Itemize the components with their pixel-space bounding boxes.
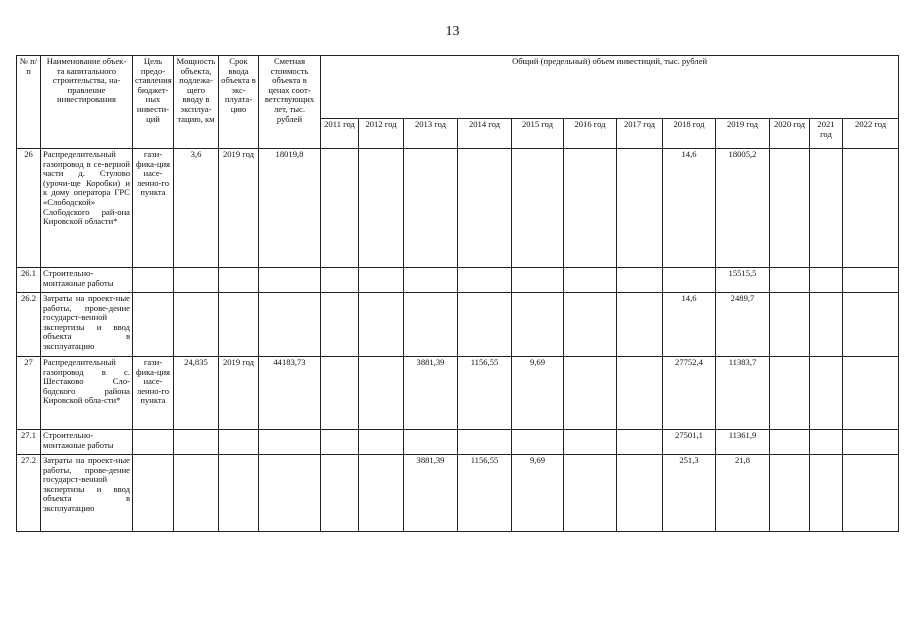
row-value	[458, 268, 512, 293]
header-investment: Общий (предельный) объем инвестиций, тыс. рублей	[321, 56, 899, 119]
header-year: 2017 год	[617, 119, 663, 149]
row-term	[219, 430, 259, 455]
header-cost: Сметная стоимость объекта в ценах соот-ветствующих лет, тыс. рублей	[259, 56, 321, 149]
row-value	[321, 430, 359, 455]
row-value	[359, 455, 404, 532]
row-name: Затраты на проект-ные работы, прове-дение государст-венной экспертизы и ввод объекта в эксплуатацию	[41, 455, 133, 532]
row-term: 2019 год	[219, 357, 259, 430]
row-value	[810, 268, 843, 293]
row-value	[512, 149, 564, 268]
row-value: 2489,7	[716, 293, 770, 357]
row-value	[564, 357, 617, 430]
header-year: 2019 год	[716, 119, 770, 149]
header-year: 2014 год	[458, 119, 512, 149]
row-value: 18005,2	[716, 149, 770, 268]
row-value	[321, 268, 359, 293]
header-year: 2015 год	[512, 119, 564, 149]
row-value	[458, 149, 512, 268]
row-value	[770, 293, 810, 357]
row-value: 14,6	[663, 149, 716, 268]
row-cost	[259, 430, 321, 455]
row-name: Строительно-монтажные работы	[41, 430, 133, 455]
row-value	[663, 268, 716, 293]
row-value	[617, 293, 663, 357]
row-term	[219, 293, 259, 357]
row-value	[617, 357, 663, 430]
row-term	[219, 455, 259, 532]
header-year: 2012 год	[359, 119, 404, 149]
row-name: Затраты на проект-ные работы, прове-дение государст-венной экспертизы и ввод объекта в эксплуатацию	[41, 293, 133, 357]
row-value: 27752,4	[663, 357, 716, 430]
row-value	[617, 149, 663, 268]
row-value	[321, 293, 359, 357]
row-capacity	[174, 268, 219, 293]
row-value: 251,3	[663, 455, 716, 532]
row-value	[843, 430, 899, 455]
row-no: 27.1	[17, 430, 41, 455]
row-term	[219, 268, 259, 293]
row-no: 26.1	[17, 268, 41, 293]
row-cost	[259, 293, 321, 357]
row-value	[617, 455, 663, 532]
row-value	[404, 268, 458, 293]
row-value	[810, 455, 843, 532]
row-cost	[259, 455, 321, 532]
row-value	[843, 455, 899, 532]
row-name: Распределительный газопровод в с. Шестаково Сло-бодского района Кировской обла-сти*	[41, 357, 133, 430]
row-value: 11383,7	[716, 357, 770, 430]
row-capacity: 3,6	[174, 149, 219, 268]
header-year: 2011 год	[321, 119, 359, 149]
row-capacity: 24,835	[174, 357, 219, 430]
header-capacity: Мощность объекта, подлежа-щего вводу в эксплуа-тацию, км	[174, 56, 219, 149]
row-value	[512, 293, 564, 357]
row-value	[359, 293, 404, 357]
row-cost: 44183,73	[259, 357, 321, 430]
row-value	[359, 430, 404, 455]
row-value	[359, 357, 404, 430]
row-value	[321, 455, 359, 532]
row-value: 3881,39	[404, 455, 458, 532]
row-value	[404, 430, 458, 455]
row-value	[564, 455, 617, 532]
row-no: 27	[17, 357, 41, 430]
row-value	[359, 268, 404, 293]
row-value: 1156,55	[458, 455, 512, 532]
row-goal: гази-фика-ция насе-ленно-го пункта	[133, 357, 174, 430]
row-value: 21,8	[716, 455, 770, 532]
row-value	[564, 430, 617, 455]
row-goal: гази-фика-ция насе-ленно-го пункта	[133, 149, 174, 268]
row-value: 27501,1	[663, 430, 716, 455]
row-value	[404, 293, 458, 357]
row-value	[770, 430, 810, 455]
row-value: 9,69	[512, 357, 564, 430]
row-value	[810, 430, 843, 455]
row-goal	[133, 455, 174, 532]
row-value: 1156,55	[458, 357, 512, 430]
table-row	[17, 293, 899, 357]
row-name: Строительно-монтажные работы	[41, 268, 133, 293]
row-value	[617, 430, 663, 455]
row-value: 14,6	[663, 293, 716, 357]
header-goal: Цель предо-ставления бюджет-ных инвести-ций	[133, 56, 174, 149]
row-value	[458, 293, 512, 357]
row-value	[843, 149, 899, 268]
row-cost	[259, 268, 321, 293]
row-value	[404, 149, 458, 268]
row-goal	[133, 430, 174, 455]
row-capacity	[174, 455, 219, 532]
header-no: № п/п	[17, 56, 41, 149]
header-year: 2018 год	[663, 119, 716, 149]
row-value: 15515,5	[716, 268, 770, 293]
row-value: 11361,9	[716, 430, 770, 455]
row-no: 26	[17, 149, 41, 268]
row-value	[321, 149, 359, 268]
header-year: 2021 год	[810, 119, 843, 149]
header-year: 2022 год	[843, 119, 899, 149]
row-value	[617, 268, 663, 293]
row-value	[512, 430, 564, 455]
row-goal	[133, 293, 174, 357]
row-value	[512, 268, 564, 293]
table-row	[17, 268, 899, 293]
row-value	[321, 357, 359, 430]
row-value	[770, 357, 810, 430]
row-name: Распределительный газопровод в се-верной части д. Стулово (урочи-ще Коробки) и к дому оператора ГРС «Слободской» Слободского рай-она Кировской области*	[41, 149, 133, 268]
row-value: 3881,39	[404, 357, 458, 430]
row-no: 27.2	[17, 455, 41, 532]
row-value	[843, 268, 899, 293]
row-value	[564, 268, 617, 293]
table-row	[17, 455, 899, 532]
table-row	[17, 149, 899, 268]
row-value	[843, 293, 899, 357]
header-year: 2020 год	[770, 119, 810, 149]
row-value	[810, 357, 843, 430]
table-row	[17, 357, 899, 430]
row-value	[810, 149, 843, 268]
row-cost: 18019,8	[259, 149, 321, 268]
page-number: 13	[445, 24, 460, 39]
row-value	[770, 268, 810, 293]
investment-table	[16, 55, 899, 532]
row-value	[564, 293, 617, 357]
row-value: 9,69	[512, 455, 564, 532]
header-term: Срок ввода объекта в экс-плуата-цию	[219, 56, 259, 149]
row-term: 2019 год	[219, 149, 259, 268]
header-year: 2016 год	[564, 119, 617, 149]
row-value	[810, 293, 843, 357]
row-goal	[133, 268, 174, 293]
header-name: Наименование объек-та капитального строительства, на-правление инвестирования	[41, 56, 133, 149]
row-value	[770, 149, 810, 268]
header-year: 2013 год	[404, 119, 458, 149]
row-value	[359, 149, 404, 268]
row-capacity	[174, 293, 219, 357]
row-value	[843, 357, 899, 430]
row-capacity	[174, 430, 219, 455]
row-value	[770, 455, 810, 532]
row-value	[458, 430, 512, 455]
row-no: 26.2	[17, 293, 41, 357]
table-row	[17, 430, 899, 455]
row-value	[564, 149, 617, 268]
